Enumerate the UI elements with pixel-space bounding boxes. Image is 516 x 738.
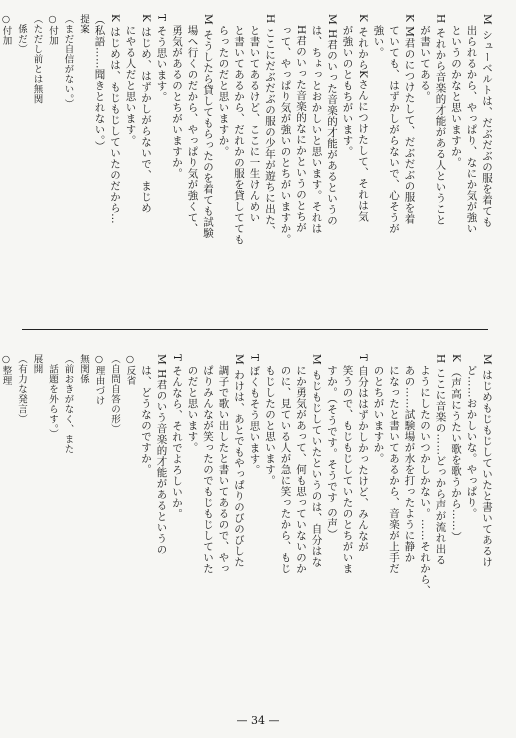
dialogue-line: 出られるから、やっぱり、なにか気が強い [465,14,478,234]
dialogue-line: M シューベルトは、だぶだぶの服を着ても [481,14,493,228]
dialogue-line: って、やっぱり気が強いのとちがいますか。 [279,14,292,245]
annotation-line: 無関係 [78,354,89,384]
section-divider [22,329,488,330]
dialogue-line: M そうしたら貸してもらったのを着ても試験 [202,14,214,239]
annotation-line: ○理由づけ [93,354,105,406]
annotation-line: （ただし前とは無関 [31,14,43,104]
dialogue-line: H それから音楽的才能がある人ということ [434,14,447,226]
dialogue-line: のに、見ている人が急に笑ったから、もじ [279,354,292,574]
dialogue-line: H ここに音楽の……どっから声が流れ出る [434,354,447,566]
annotation-line: 係だ） [16,14,27,54]
annotation-line: 話題を外らす。） [47,354,58,440]
page-number: — 34 — [236,714,280,727]
dialogue-line: のだと思います。 [186,354,199,453]
dialogue-line: ぱりみんなが笑ったのでもじもじしていた [202,354,214,574]
dialogue-line: T そんなら、それでよろしいか。 [171,354,183,520]
dialogue-line: K それからKさんにつけたして、それは気 [357,14,369,222]
dialogue-line: 調子で歌い出したと書いてあるので、やっ [217,354,230,574]
annotation-line: ○整理 [0,354,12,386]
annotation-line: ○付加 [47,14,58,46]
dialogue-line: もじしたのと思います。 [264,354,276,486]
dialogue-line: ど……おかしいな。やっぱり。 [465,354,478,519]
dialogue-line: は、ちょっとおかしいと思います。それは [310,14,323,234]
annotation-line: （自問自答の形） [109,354,120,434]
dialogue-line: H君のいった音楽的なにかというのとちが [295,14,307,233]
dialogue-line: K M君のにつけたして、だぶだぶの服を着 [403,14,416,225]
dialogue-line: K （声高にうたい歌を歌うから……） [450,354,462,543]
dialogue-line: すか。（そうです。そうです の声） [326,354,338,540]
dialogue-line: M もじもじしていたというのは、自分はな [310,354,323,568]
bottom-text-band [0,354,494,714]
dialogue-line: M H君のいった音楽的才能があるというの [326,14,338,226]
dialogue-line: が強いのともちがいます。 [341,14,354,157]
dialogue-line: M H君のいう音楽的才能があるというの [155,354,168,555]
dialogue-line: （私語……聞きとれない。） [93,14,106,152]
annotation-line: （有力な発言） [16,354,27,424]
dialogue-line: ようにしたのいつかしかない。……それから、 [419,354,431,596]
annotation-line: （前おきがなく、また [62,354,74,454]
dialogue-line: T 自分ははずかしかったけど、みんなが [357,354,369,553]
dialogue-line: は、どうなのですか。 [140,354,152,475]
dialogue-line: と書いてあるから、だれかの服を貸してても [233,14,245,245]
dialogue-line: になったと書いてあるから、音楽が上手だ [388,354,400,574]
annotation-line: ○反省 [124,354,136,386]
dialogue-line: M はじめもじもじしていたと書いてあるけ [481,354,493,568]
annotation-line: （まだ自信がない。） [62,14,74,110]
dialogue-line: のとちがいますか。 [372,354,385,464]
dialogue-line: T そう思います。 [155,14,168,103]
dialogue-line: にやる人だと思います。 [124,14,137,146]
dialogue-line: K はじめは、もじもじしていたのだから… [109,14,121,225]
dialogue-line: K はじめ、はずかしがらないで、まじめ [140,14,152,214]
dialogue-line: ていても、はずかしがらないで、心そうが [388,14,400,234]
dialogue-line: H ここにだぶだぶの服の少年が遊ちに出た、 [264,14,276,237]
dialogue-line: 強い。 [372,14,385,58]
dialogue-line: 場へ行くのだから、やっぱり気が強くて、 [186,14,199,234]
dialogue-line: あの……試験場が水を打ったように静か [403,354,416,563]
dialogue-line: らったのだと思いますか。 [217,14,230,157]
top-text-band [0,14,494,314]
annotation-line: 提案 [78,14,89,34]
dialogue-line: 笑うので、もじもじしていたのとちがいま [341,354,354,574]
dialogue-line: というのかなと思いますか。 [450,14,462,168]
dialogue-line: M わけは、あとでもやっぱりのびのびした [233,354,245,568]
annotation-line: 展開 [31,354,43,374]
dialogue-line: 勇気があるのとちがいますか。 [171,14,183,179]
annotation-line: ○付加 [0,14,12,46]
dialogue-line: T ぼくもそう思います。 [248,354,261,476]
dialogue-line: と書いてあるけど、ここに一生けんめい [248,14,261,223]
dialogue-line: が書いてある。 [419,14,431,102]
dialogue-line: にか勇気があって、何も思っていないのか [295,354,307,574]
